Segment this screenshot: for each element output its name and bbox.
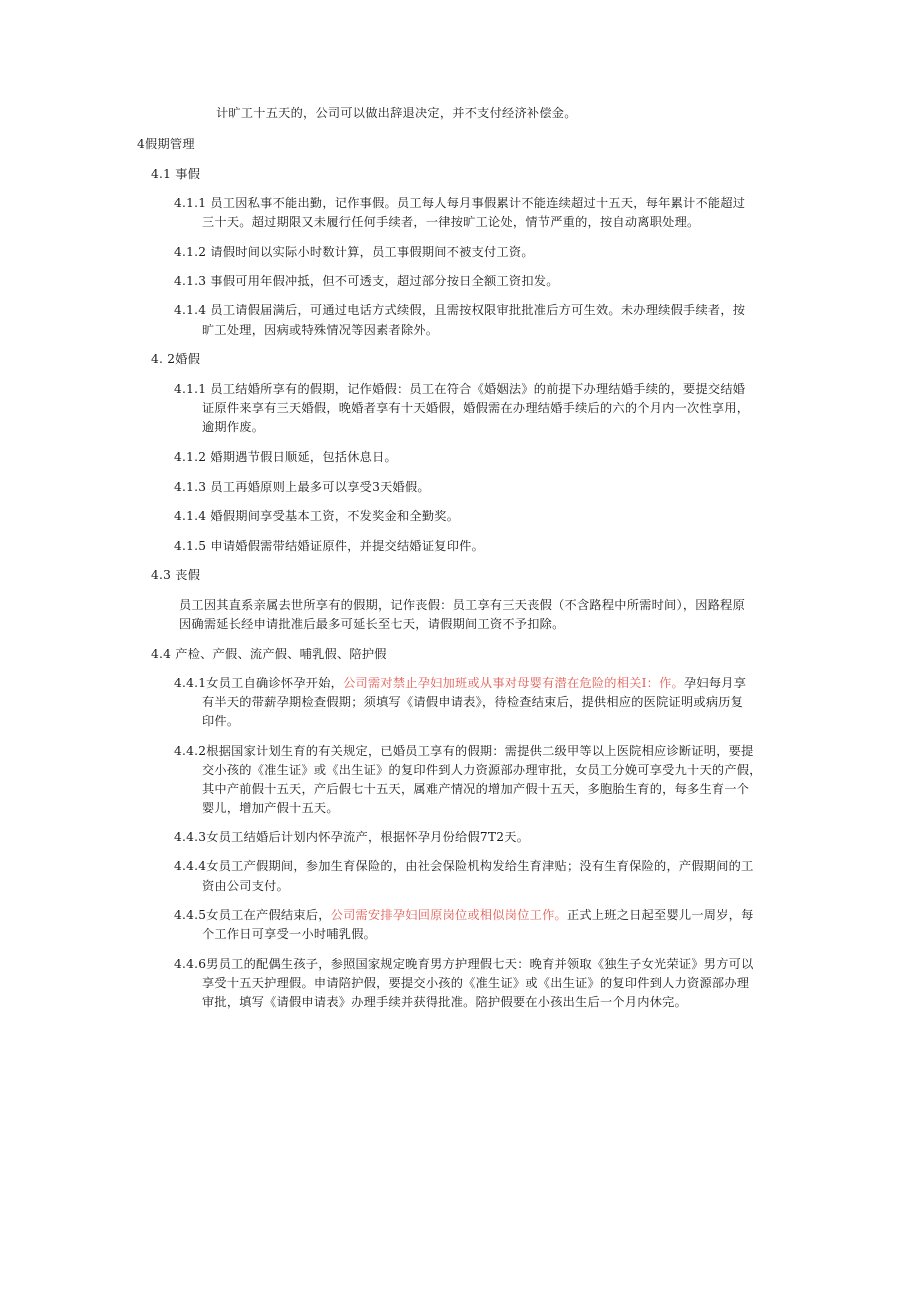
marriage-clause-4-1-3: 4.1.3 员工再婚原则上最多可以享受3天婚假。 (174, 480, 430, 494)
body-text-line: 因确需延长经申请批准后最多可延长至七天，请假期间工资不予扣除。 (179, 617, 565, 631)
body-text-line: 资由公司支付。 (202, 879, 290, 893)
clause-text: 孕妇每月享 (683, 676, 747, 690)
clause-4-4-1 (174, 675, 746, 691)
clause-4-4-3: 4.4.3女员工结婚后计划内怀孕流产，根据怀孕月份给假7T2天。 (174, 830, 530, 844)
body-text-line: 交小孩的《准生证》或《出生证》的复印件到人力资源部办理审批，女员工分娩可享受九十天的产假， (202, 763, 762, 777)
body-text-line: 有半天的带薪孕期检查假期；须填写《请假申请表》，待检查结束后，提供相应的医院证明或病历复 (202, 695, 744, 709)
marriage-clause-4-1-1: 4.1.1 员工结婚所享有的假期，记作婚假：员工在符合《婚姻法》的前提下办理结婚手续的，要提交结婚 (174, 382, 746, 396)
highlighted-text: 公司需安排孕妇回原岗位或相似岗位工作。 (330, 908, 567, 922)
body-text-line: 印件。 (202, 714, 240, 728)
clause-4-4-6: 4.4.6男员工的配偶生孩子，参照国家规定晚育男方护理假七天：晚育并领取《独生子女光荣证》男方可以 (174, 957, 754, 971)
subsection-heading-bereavement-leave: 4.3 丧假 (151, 568, 201, 582)
body-text-line: 员工因其直系亲属去世所享有的假期，记作丧假：员工享有三天丧假（不含路程中所需时间），因路程原 (179, 598, 746, 612)
marriage-clause-4-1-5: 4.1.5 申请婚假需带结婚证原件，并提交结婚证复印件。 (174, 539, 485, 553)
body-text-line: 其中产前假十五天，产后假七十五天，属难产情况的增加产假十五天，多胞胎生育的，每多生育一个 (202, 782, 750, 796)
body-text-line: 审批，填写《请假申请表》办理手续并获得批准。陪护假要在小孩出生后一个月内休完。 (202, 995, 688, 1009)
clause-4-1-1: 4.1.1 员工因私事不能出勤，记作事假。员工每人每月事假累计不能连续超过十五天，每年累计不能超过 (174, 196, 746, 210)
body-text-line: 享受十五天护理假。申请陪护假，要提交小孩的《准生证》或《出生证》的复印件到人力资源部办理 (202, 976, 750, 990)
clause-4-1-4: 4.1.4 员工请假届满后，可通过电话方式续假，且需按权限审批批准后方可生效。未办理续假手续者，按 (174, 303, 746, 317)
subsection-heading-maternity-leave: 4.4 产检、产假、流产假、哺乳假、陪护假 (151, 647, 387, 661)
clause-4-4-2: 4.4.2根据国家计划生育的有关规定，已婚员工享有的假期：需提供二级甲等以上医院相应诊断证明，要提 (174, 744, 754, 758)
body-text-line: 三十天。超过期限又未履行任何手续者，一律按旷工论处，情节严重的，按自动离职处理。 (202, 215, 700, 229)
clause-4-1-3: 4.1.3 事假可用年假冲抵，但不可透支，超过部分按日全额工资扣发。 (174, 274, 559, 288)
body-text-line: 婴儿，增加产假十五天。 (202, 801, 339, 815)
section-heading-leave-management: 4假期管理 (137, 137, 195, 151)
clause-4-4-5 (174, 907, 754, 923)
body-text-line: 个工作日可享受一小时哺乳假。 (202, 927, 377, 941)
body-text-line: 计旷工十五天的，公司可以做出辞退决定，并不支付经济补偿金。 (216, 106, 577, 120)
clause-text: 4.4.1女员工自确诊怀孕开始， (174, 676, 344, 690)
marriage-clause-4-1-2: 4.1.2 婚期遇节假日顺延，包括休息日。 (174, 450, 397, 464)
body-text-line: 逾期作废。 (202, 420, 265, 434)
clause-4-1-2: 4.1.2 请假时间以实际小时数计算，员工事假期间不被支付工资。 (174, 245, 534, 259)
highlighted-text: 公司需对禁止孕妇加班或从事对母婴有潜在危险的相关I：作。 (343, 676, 684, 690)
clause-text: 4.4.5女员工在产假结束后， (174, 908, 331, 922)
body-text-line: 旷工处理，因病或特殊情况等因素者除外。 (202, 323, 439, 337)
body-text-line: 证原件来享有三天婚假，晚婚者享有十天婚假，婚假需在办理结婚手续后的六的个月内一次性享用， (202, 401, 750, 415)
clause-4-4-4: 4.4.4女员工产假期间，参加生育保险的，由社会保险机构发给生育津贴；没有生育保险的，产假期间的工 (174, 859, 754, 873)
marriage-clause-4-1-4: 4.1.4 婚假期间享受基本工资，不发奖金和全勤奖。 (174, 509, 460, 523)
subsection-heading-marriage-leave: 4. 2婚假 (151, 352, 201, 366)
subsection-heading-personal-leave: 4.1 事假 (151, 167, 201, 181)
clause-text: 正式上班之日起至婴儿一周岁，每 (566, 908, 754, 922)
